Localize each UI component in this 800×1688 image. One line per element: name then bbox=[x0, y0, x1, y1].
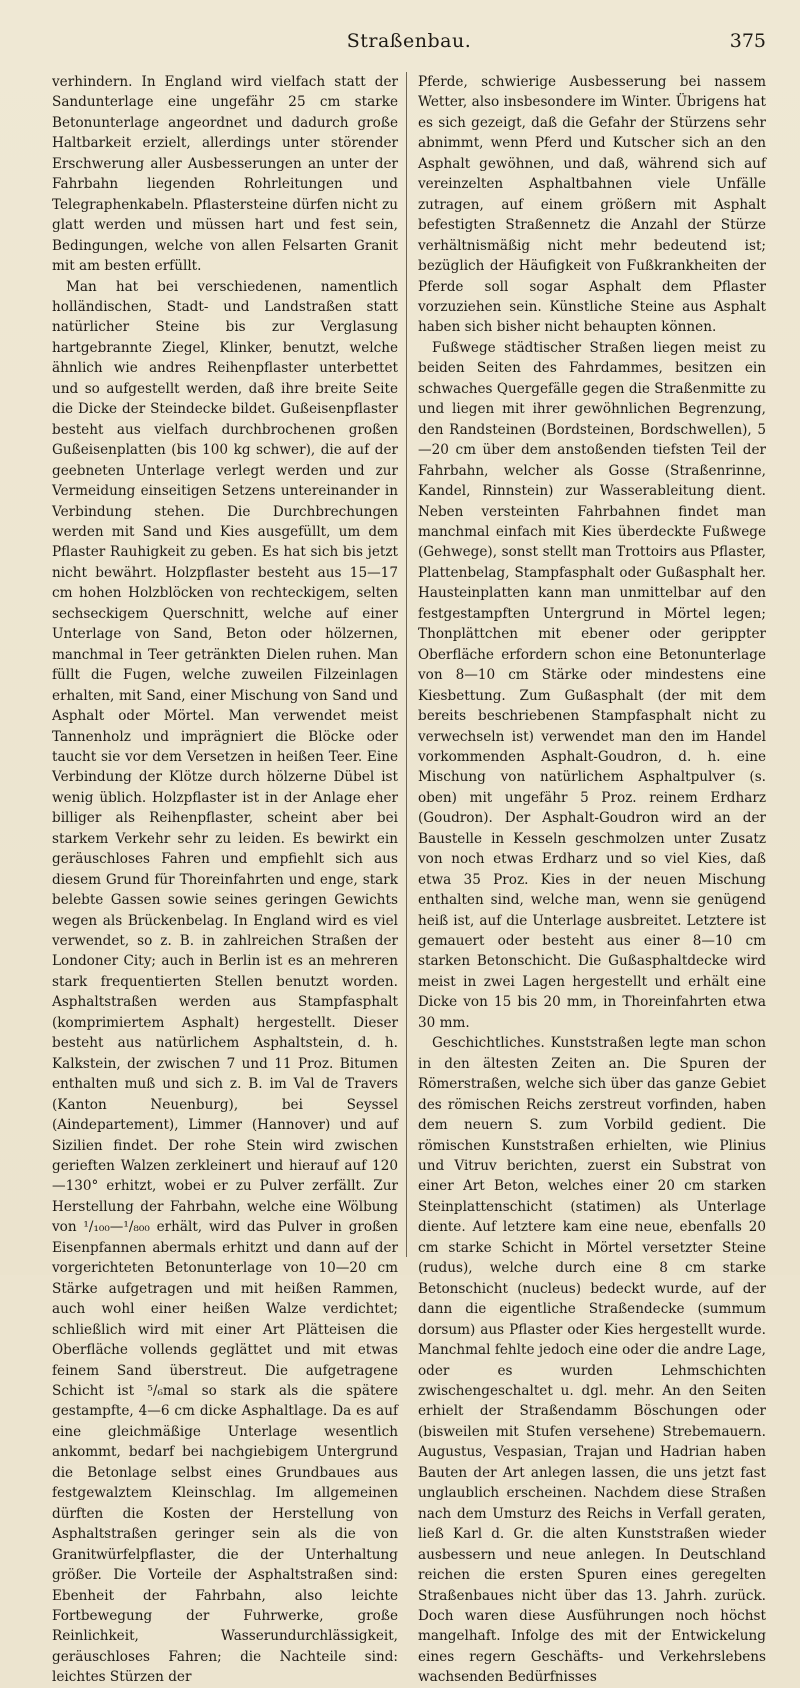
page-header bbox=[52, 30, 766, 60]
column-divider bbox=[406, 72, 407, 1257]
paragraph: verhindern. In England wird vielfach statt der Sandunterlage eine ungefähr 25 cm starke Betonunterlage angeordnet und dadurch große Haltbarkeit erzielt, allerdings unter störender Erschwerung aller Ausbesserungen an unter der Fahrbahn liegenden Rohrleitungen und Telegraphenkabeln. Pflastersteine dürfen nicht zu glatt werden und müssen hart und fest sein, Bedingungen, welche von allen Felsarten Granit mit am besten erfüllt. bbox=[52, 74, 398, 275]
left-column bbox=[52, 72, 398, 1686]
page-number: 375 bbox=[729, 30, 766, 52]
right-column bbox=[418, 72, 766, 1686]
paragraph: Fußwege städtischer Straßen liegen meist zu beiden Seiten des Fahrdammes, besitzen ein schwaches Quergefälle gegen die Straßenmitte zu und liegen mit ihrer gewöhnlichen Begrenzung, den Randsteinen (Bordsteinen, Bordschwellen), 5—20 cm über dem anstoßenden tiefsten Teil der Fahrbahn, welcher als Gosse (Straßenrinne, Kandel, Rinnstein) zur Wasserableitung dient. Neben versteinten Fahrbahnen findet man manchmal einfach mit Kies überdeckte Fußwege (Gehwege), sonst stellt man Trottoirs aus Pflaster, Plattenbelag, Stampfasphalt oder Gußasphalt her. Hausteinplatten kann man unmittelbar auf den festgestampften Untergrund in Mörtel legen; Thonplättchen mit ebener oder gerippter Oberfläche erfordern schon eine Betonunterlage von 8—10 cm Stärke oder mindestens eine Kiesbettung. Zum Gußasphalt (der mit dem bereits beschriebenen Stampfasphalt nicht zu verwechseln ist) verwendet man den im Handel vorkommenden Asphalt-Goudron, d. h. eine Mischung von natürlichem Asphaltpulver (s. oben) mit ungefähr 5 Proz. reinem Erdharz (Goudron). Der Asphalt-Goudron wird an der Baustelle in Kesseln geschmolzen unter Zusatz von noch etwas Erdharz und so viel Kies, daß etwa 35 Proz. Kies in der neuen Mischung enthalten sind, welche man, wenn sie genügend heiß ist, auf die Unterlage ausbreitet. Letztere ist gemauert oder besteht aus einer 8—10 cm starken Betonschicht. Die Gußasphaltdecke wird meist in zwei Lagen hergestellt und erhält eine Dicke von 15 bis 20 mm, in Thoreinfahrten etwa 30 mm. bbox=[418, 339, 766, 1031]
running-title: Straßenbau. bbox=[346, 30, 472, 52]
paragraph: Pferde, schwierige Ausbesserung bei nassem Wetter, also insbesondere im Winter. Übrigens hat es sich gezeigt, daß die Gefahr der Stürzens sehr abnimmt, wenn Pferd und Kutscher sich an den Asphalt gewöhnen, und daß, während sich auf vereinzelten Asphaltbahnen viele Unfälle zutragen, auf einem größern mit Asphalt befestigten Straßennetz die Anzahl der Stürze verhältnismäßig nicht mehr bedeutend ist; bezüglich der Häufigkeit von Fußkrankheiten der Pferde soll sogar Asphalt dem Pflaster vorzuziehen sein. Künstliche Steine aus Asphalt haben sich bisher nicht behaupten können. bbox=[418, 74, 766, 336]
paragraph: Geschichtliches. Kunststraßen legte man schon in den ältesten Zeiten an. Die Spuren der Römerstraßen, welche sich über das ganze Gebiet des römischen Reichs zerstreut vorfinden, haben dem neuern S. zum Vorbild gedient. Die römischen Kunststraßen erhielten, wie Plinius und Vitruv berichten, zuerst ein Substrat von einer Art Beton, welches einer 20 cm starken Steinplattenschicht (statimen) als Unterlage diente. Auf letztere kam eine neue, ebenfalls 20 cm starke Schicht in Mörtel versetzter Steine (rudus), welche durch eine 8 cm starke Betonschicht (nucleus) bedeckt wurde, auf der dann die eigentliche Straßendecke (summum dorsum) aus Pflaster oder Kies hergestellt wurde. Manchmal fehlte jedoch eine oder die andre Lage, oder es wurden Lehmschichten zwischengeschaltet u. dgl. mehr. An den Seiten erhielt der Straßendamm Böschungen oder (bisweilen mit Stufen versehene) Strebemauern. Augustus, Vespasian, Trajan und Hadrian haben Bauten der Art anlegen lassen, die uns jetzt fast unglaublich erscheinen. Nachdem diese Straßen nach dem Umsturz des Reichs in Verfall geraten, ließ Karl d. Gr. die alten Kunststraßen wieder ausbessern und neue anlegen. In Deutschland reichen die ersten Spuren eines geregelten Straßenbaues nicht über das 13. Jahrh. zurück. Doch waren diese Ausführungen noch höchst mangelhaft. Infolge des mit der Entwickelung eines regern Geschäfts- und Verkehrslebens wachsenden Bedürfnisses bbox=[418, 1035, 766, 1686]
paragraph: Man hat bei verschiedenen, namentlich holländischen, Stadt- und Landstraßen statt natürlicher Steine bis zur Verglasung hartgebrannte Ziegel, Klinker, benutzt, welche ähnlich wie andres Reihenpflaster unterbettet und so aufgestellt werden, daß ihre breite Seite die Dicke der Steindecke bildet. Gußeisenpflaster besteht aus vielfach durchbrochenen großen Gußeisenplatten (bis 100 kg schwer), die auf der geebneten Unterlage verlegt werden und zur Vermeidung einseitigen Setzens untereinander in Verbindung stehen. Die Durchbrechungen werden mit Sand und Kies ausgefüllt, um dem Pflaster Rauhigkeit zu geben. Es hat sich bis jetzt nicht bewährt. Holzpflaster besteht aus 15—17 cm hohen Holzblöcken von rechteckigem, selten sechseckigem Querschnitt, welche auf einer Unterlage von Sand, Beton oder hölzernen, manchmal in Teer getränkten Dielen ruhen. Man füllt die Fugen, welche zuweilen Filzeinlagen erhalten, mit Sand, einer Mischung von Sand und Asphalt oder Mörtel. Man verwendet meist Tannenholz und imprägniert die Blöcke oder taucht sie vor dem Versetzen in heißen Teer. Eine Verbindung der Klötze durch hölzerne Dübel ist wenig üblich. Holzpflaster ist in der Anlage eher billiger als Reihenpflaster, scheint aber bei starkem Verkehr sehr zu leiden. Es bewirkt ein geräuschloses Fahren und empfiehlt sich aus diesem Grund für Thoreinfahrten und enge, stark belebte Gassen sowie seines geringen Gewichts wegen als Brückenbelag. In England wird es viel verwendet, so z. B. in zahlreichen Straßen der Londoner City; auch in Berlin ist es an mehreren stark frequentierten Stellen benutzt worden. Asphaltstraßen werden aus Stampfasphalt (komprimiertem Asphalt) hergestellt. Dieser besteht aus natürlichem Asphaltstein, d. h. Kalkstein, der zwischen 7 und 11 Proz. Bitumen enthalten muß und sich z. B. im Val de Travers (Kanton Neuenburg), bei Seyssel (Aindepartement), Limmer (Hannover) und auf Sizilien findet. Der rohe Stein wird zwischen gerieften Walzen zerkleinert und hierauf auf 120—130° erhitzt, wobei er zu Pulver zerfällt. Zur Herstellung der Fahrbahn, welche eine Wölbung von ¹/₁₀₀—¹/₈₀₀ erhält, wird das Pulver in großen Eisenpfannen abermals erhitzt und dann auf der vorgerichteten Betonunterlage von 10—20 cm Stärke aufgetragen und mit heißen Rammen, auch wohl einer heißen Walze verdichtet; schließlich wird mit einer Art Plätteisen die Oberfläche vollends geglättet und mit etwas feinem Sand überstreut. Die aufgetragene Schicht ist ⁵/₆mal so stark als die spätere gestampfte, 4—6 cm dicke Asphaltlage. Da es auf eine gleichmäßige Unterlage wesentlich ankommt, bedarf bei nachgiebigem Untergrund die Betonlage selbst eines Grundbaues aus festgewalztem Kleinschlag. Im allgemeinen dürften die Kosten der Herstellung von Asphaltstraßen geringer sein als die von Granitwürfelpflaster, die der Unterhaltung größer. Die Vorteile der Asphaltstraßen sind: Ebenheit der Fahrbahn, also leichte Fortbewegung der Fuhrwerke, große Reinlichkeit, Wasserundurchlässigkeit, geräuschloses Fahren; die Nachteile sind: leichtes Stürzen der bbox=[52, 278, 398, 1686]
